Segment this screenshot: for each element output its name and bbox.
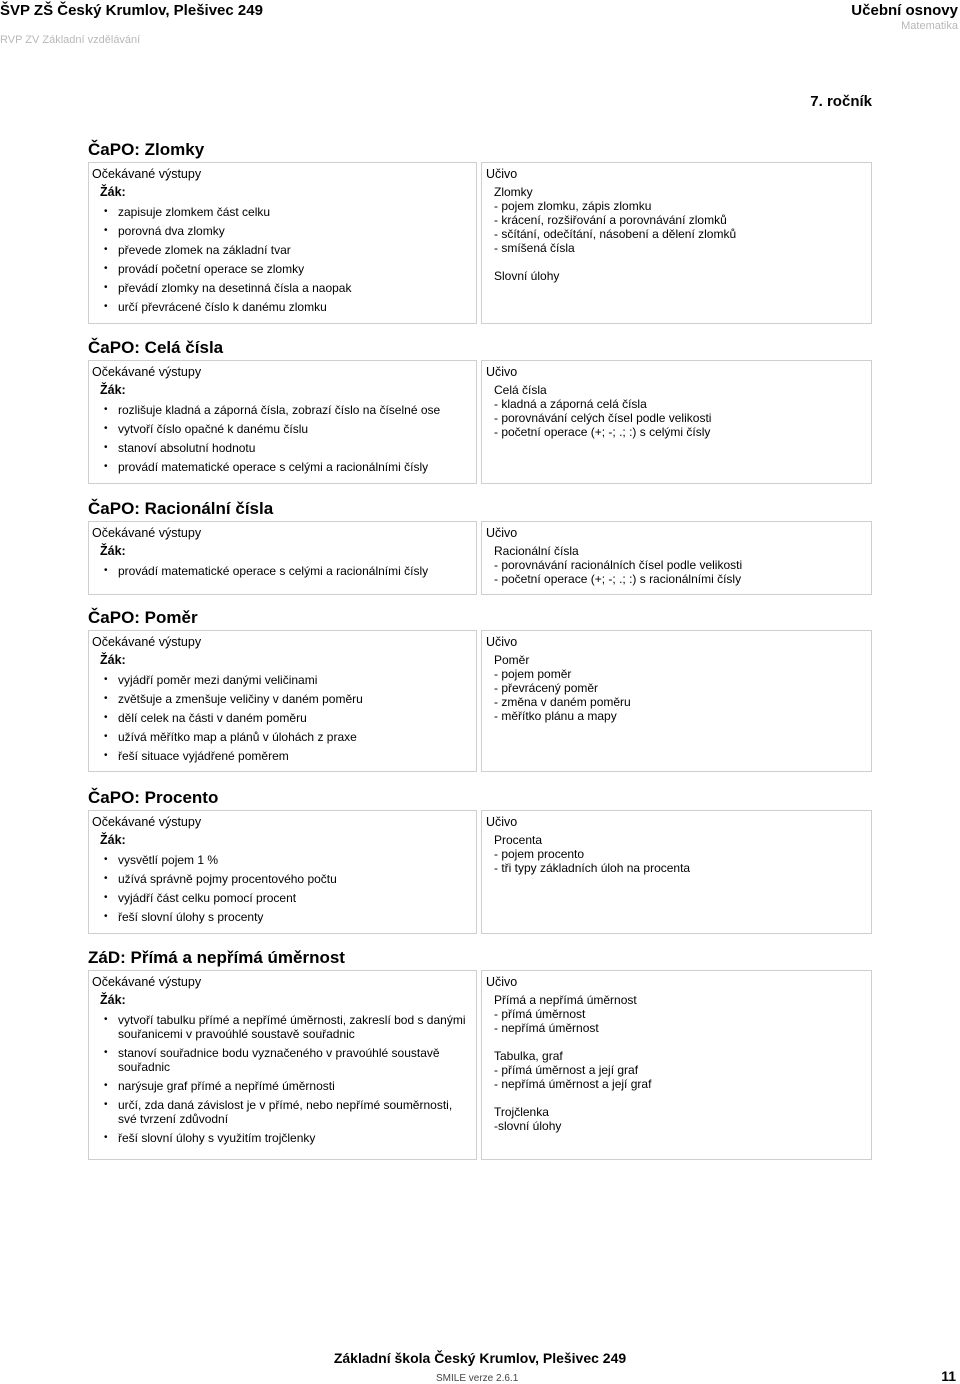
- student-label: Žák:: [100, 383, 126, 397]
- curriculum-heading: Učivo: [486, 526, 518, 540]
- curriculum-heading: Učivo: [486, 167, 518, 181]
- curriculum-content-column: [481, 810, 872, 934]
- section-title: ČaPO: Zlomky: [88, 140, 205, 159]
- expected-outcomes-heading: Očekávané výstupy: [92, 635, 202, 649]
- expected-outcomes-column: [88, 521, 477, 595]
- outcome-item: • porovná dva zlomky: [92, 224, 472, 238]
- outcomes-list: [92, 1013, 472, 1145]
- curriculum-content: [494, 653, 867, 723]
- section-title: ZáD: Přímá a nepřímá úměrnost: [88, 948, 345, 967]
- student-label: Žák:: [100, 833, 126, 847]
- outcomes-list: [92, 673, 472, 763]
- curriculum-line: - pojem zlomku, zápis zlomku: [494, 199, 652, 213]
- student-label: Žák:: [100, 653, 126, 667]
- section: [88, 606, 872, 772]
- outcome-item: • vytvoří tabulku přímé a nepřímé úměrnosti, zakreslí bod s danými souřanicemi v pravoúhlé soustavě souřadnic: [92, 1013, 472, 1041]
- outcome-item: • určí převrácené číslo k danému zlomku: [92, 300, 472, 314]
- outcome-item: • zapisuje zlomkem část celku: [92, 205, 472, 219]
- section: [88, 138, 872, 324]
- outcome-item: • rozlišuje kladná a záporná čísla, zobrazí číslo na číselné ose: [92, 403, 472, 417]
- curriculum-line: [494, 1035, 867, 1049]
- curriculum-line: Přímá a nepřímá úměrnost: [494, 993, 637, 1007]
- curriculum-line: - sčítání, odečítání, násobení a dělení zlomků: [494, 227, 737, 241]
- curriculum-content-column: [481, 630, 872, 772]
- outcomes-list: [92, 403, 472, 474]
- curriculum-content: [494, 383, 867, 439]
- expected-outcomes-heading: Očekávané výstupy: [92, 167, 202, 181]
- outcome-item: • řeší slovní úlohy s využitím trojčlenky: [92, 1131, 472, 1145]
- curriculum-line: - porovnávání racionálních čísel podle velikosti: [494, 558, 743, 572]
- outcome-item: • určí, zda daná závislost je v přímé, nebo nepřímé souměrnosti, své tvrzení zdůvodní: [92, 1098, 472, 1126]
- section-table: [88, 970, 872, 1160]
- outcome-item: • provádí matematické operace s celými a racionálními čísly: [92, 460, 472, 474]
- curriculum-content: [494, 993, 867, 1133]
- student-label: Žák:: [100, 993, 126, 1007]
- outcome-item: • užívá měřítko map a plánů v úlohách z praxe: [92, 730, 472, 744]
- curriculum-line: - početní operace (+; -; .; :) s racionálními čísly: [494, 572, 742, 586]
- page-number: 11: [941, 1368, 956, 1384]
- student-label: Žák:: [100, 544, 126, 558]
- outcome-item: • narýsuje graf přímé a nepřímé úměrnosti: [92, 1079, 472, 1093]
- expected-outcomes-heading: Očekávané výstupy: [92, 526, 202, 540]
- outcomes-list: [92, 853, 472, 924]
- section-table: [88, 630, 872, 772]
- curriculum-content: [494, 185, 867, 283]
- footer-school: Základní škola Český Krumlov, Plešivec 249: [333, 1350, 627, 1366]
- curriculum-line: - kladná a záporná celá čísla: [494, 397, 647, 411]
- curriculum-line: Zlomky: [494, 185, 533, 199]
- curriculum-line: - převrácený poměr: [494, 681, 599, 695]
- curriculum-line: Trojčlenka: [494, 1105, 549, 1119]
- outcome-item: • zvětšuje a zmenšuje veličiny v daném poměru: [92, 692, 472, 706]
- curriculum-content: [494, 544, 867, 586]
- expected-outcomes-column: [88, 810, 477, 934]
- curriculum-line: - přímá úměrnost: [494, 1007, 586, 1021]
- curriculum-line: - nepřímá úměrnost a její graf: [494, 1077, 652, 1091]
- curriculum-heading: Učivo: [486, 365, 518, 379]
- curriculum-line: - nepřímá úměrnost: [494, 1021, 599, 1035]
- curriculum-line: Poměr: [494, 653, 530, 667]
- outcome-item: • stanoví absolutní hodnotu: [92, 441, 472, 455]
- student-label: Žák:: [100, 185, 126, 199]
- expected-outcomes-column: [88, 630, 477, 772]
- curriculum-content-column: [481, 970, 872, 1160]
- curriculum-line: - pojem procento: [494, 847, 585, 861]
- outcome-item: • provádí matematické operace s celými a racionálními čísly: [92, 564, 472, 578]
- outcome-item: • dělí celek na části v daném poměru: [92, 711, 472, 725]
- outcome-item: • vyjádří poměr mezi danými veličinami: [92, 673, 472, 687]
- expected-outcomes-heading: Očekávané výstupy: [92, 975, 202, 989]
- curriculum-line: [494, 1091, 867, 1105]
- curriculum-content-column: [481, 521, 872, 595]
- section-title: ČaPO: Poměr: [88, 608, 198, 627]
- section: [88, 497, 872, 595]
- document-subtitle: RVP ZV Základní vzdělávání: [0, 34, 141, 46]
- section: [88, 336, 872, 484]
- curriculum-line: Racionální čísla: [494, 544, 579, 558]
- document-title: ŠVP ZŠ Český Krumlov, Plešivec 249: [0, 2, 263, 19]
- curriculum-heading: Učivo: [486, 635, 518, 649]
- outcome-item: • převádí zlomky na desetinná čísla a naopak: [92, 281, 472, 295]
- expected-outcomes-heading: Očekávané výstupy: [92, 815, 202, 829]
- section-title: ČaPO: Celá čísla: [88, 338, 224, 357]
- outcome-item: • převede zlomek na základní tvar: [92, 243, 472, 257]
- curriculum-line: - změna v daném poměru: [494, 695, 631, 709]
- outcome-item: • stanoví souřadnice bodu vyznačeného v pravoúhlé soustavě souřadnic: [92, 1046, 472, 1074]
- outcome-item: • vysvětlí pojem 1 %: [92, 853, 472, 867]
- section: [88, 786, 872, 934]
- curriculum-line: - krácení, rozšiřování a porovnávání zlomků: [494, 213, 727, 227]
- curriculum-line: - přímá úměrnost a její graf: [494, 1063, 639, 1077]
- outcome-item: • vytvoří číslo opačné k danému číslu: [92, 422, 472, 436]
- outcome-item: • vyjádří část celku pomocí procent: [92, 891, 472, 905]
- outcome-item: • řeší slovní úlohy s procenty: [92, 910, 472, 924]
- curriculum-line: Slovní úlohy: [494, 269, 560, 283]
- section-title: ČaPO: Procento: [88, 788, 219, 807]
- expected-outcomes-heading: Očekávané výstupy: [92, 365, 202, 379]
- curriculum-heading: Učivo: [486, 815, 518, 829]
- curriculum-line: Procenta: [494, 833, 543, 847]
- curriculum-line: - tři typy základních úloh na procenta: [494, 861, 691, 875]
- section-table: [88, 162, 872, 324]
- curriculum-line: - pojem poměr: [494, 667, 572, 681]
- curriculum-line: -slovní úlohy: [494, 1119, 562, 1133]
- curriculum-content-column: [481, 162, 872, 324]
- curriculum-line: - měřítko plánu a mapy: [494, 709, 617, 723]
- expected-outcomes-column: [88, 970, 477, 1160]
- subject-name: Matematika: [901, 20, 958, 32]
- document-type: Učební osnovy: [851, 2, 958, 19]
- section: [88, 946, 872, 1160]
- expected-outcomes-column: [88, 360, 477, 484]
- section-table: [88, 521, 872, 595]
- expected-outcomes-column: [88, 162, 477, 324]
- section-title: ČaPO: Racionální čísla: [88, 499, 274, 518]
- footer-version: SMILE verze 2.6.1: [436, 1373, 519, 1384]
- curriculum-line: - početní operace (+; -; .; :) s celými čísly: [494, 425, 711, 439]
- curriculum-content: [494, 833, 867, 875]
- outcome-item: • řeší situace vyjádřené poměrem: [92, 749, 472, 763]
- section-table: [88, 810, 872, 934]
- curriculum-line: [494, 255, 867, 269]
- outcomes-list: [92, 205, 472, 314]
- outcomes-list: [92, 564, 472, 578]
- curriculum-heading: Učivo: [486, 975, 518, 989]
- curriculum-line: - porovnávání celých čísel podle velikosti: [494, 411, 712, 425]
- curriculum-line: Celá čísla: [494, 383, 547, 397]
- curriculum-line: - smíšená čísla: [494, 241, 575, 255]
- outcome-item: • užívá správně pojmy procentového počtu: [92, 872, 472, 886]
- curriculum-content-column: [481, 360, 872, 484]
- curriculum-line: Tabulka, graf: [494, 1049, 563, 1063]
- section-table: [88, 360, 872, 484]
- outcome-item: • provádí početní operace se zlomky: [92, 262, 472, 276]
- grade-label: 7. ročník: [810, 93, 872, 110]
